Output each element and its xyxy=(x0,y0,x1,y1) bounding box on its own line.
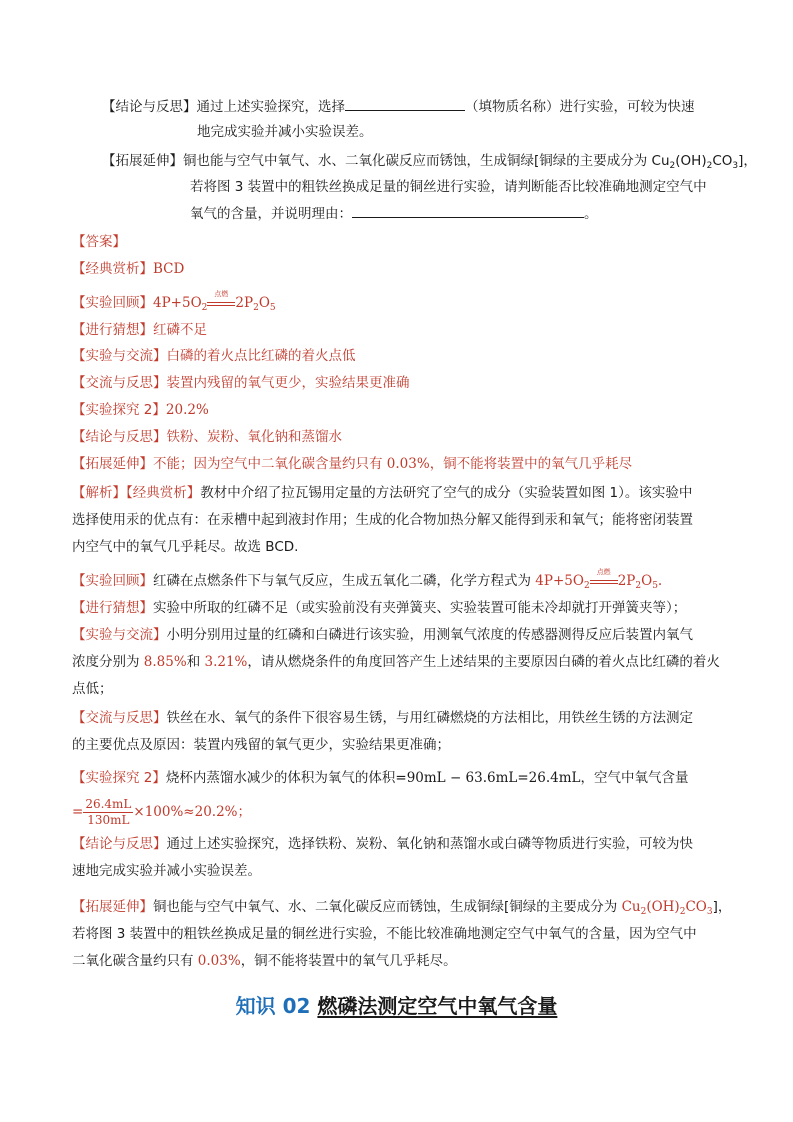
answer-8: 【拓展延伸】不能；因为空气中二氧化碳含量约只有 0.03%，铜不能将装置中的氧气几乎耗尽 xyxy=(72,456,633,472)
analysis-p4-line-1: 【实验与交流】小明分别用过量的红磷和白磷进行该实验，用测氧气浓度的传感器测得反应后装置内氧气 xyxy=(72,627,693,643)
question-conclusion-line-1: 【结论与反思】通过上述实验探究，选择 （填物质名称）进行实验，可较为快速 xyxy=(102,96,695,117)
section-tag: 【结论与反思】 xyxy=(102,99,197,115)
analysis-p5-line-2: 的主要优点及原因：装置内残留的氧气更少，实验结果更准确； xyxy=(72,737,450,753)
question-extension-line-1: 【拓展延伸】铜也能与空气中氧气、水、二氧化碳反应而锈蚀，生成铜绿[铜绿的主要成分为 $Cu_2(OH)_2CO_3$]， xyxy=(102,153,757,171)
answer-1: 【经典赏析】BCD xyxy=(72,261,185,277)
analysis-p4-line-2: 浓度分别为 8.85%和 3.21%，请从燃烧条件的角度回答产生上述结果的主要原因白磷的着火点比红磷的着火 xyxy=(72,654,720,670)
analysis-p8-line-2: 若将图 3 装置中的粗铁丝换成足量的铜丝进行实验，不能比较准确地测定空气中氧气的含量，因为空气中 xyxy=(72,926,697,942)
analysis-p8-line-3: 二氧化碳含量约只有 0.03%，铜不能将装置中的氧气几乎耗尽。 xyxy=(72,953,457,969)
analysis-p6-formula: = $\frac{26.4mL}{130mL}$ ×100%≈20.2%； xyxy=(72,796,251,827)
analysis-p2: 【实验回顾】红磷在点燃条件下与氧气反应，生成五氧化二磷，化学方程式为 $4P+5O_2$ 点燃 $2P_2O_5$. xyxy=(72,568,663,591)
fraction: $\frac{26.4mL}{130mL}$ xyxy=(85,796,132,827)
answer-4: 【实验与交流】白磷的着火点比红磷的着火点低 xyxy=(72,348,356,364)
answer-6: 【实验探究 2】20.2% xyxy=(72,402,209,418)
analysis-p6-line-1: 【实验探究 2】烧杯内蒸馏水减少的体积为氧气的体积=90mL − 63.6mL=26.4mL，空气中氧气含量 xyxy=(72,770,689,786)
answer-blank[interactable] xyxy=(352,203,584,218)
section-heading xyxy=(0,990,793,1019)
section-title: 燃磷法测定空气中氧气含量 xyxy=(317,994,558,1018)
analysis-p4-line-3: 点低； xyxy=(72,681,113,697)
section-number: 知识 02 xyxy=(235,994,311,1018)
question-extension-line-2: 若将图 3 装置中的粗铁丝换成足量的铜丝进行实验，请判断能否比较准确地测定空气中 xyxy=(190,179,707,195)
answers-title: 【答案】 xyxy=(72,234,126,250)
analysis-p7-line-2: 速地完成实验并减小实验误差。 xyxy=(72,863,261,879)
chemical-equation: $4P+5O_2$ 点燃 $2P_2O_5$. xyxy=(535,568,663,591)
answer-2: 【实验回顾】$4P+5O_2$ 点燃 $2P_2O_5$ xyxy=(72,290,276,313)
question-conclusion-line-2: 地完成实验并减小实验误差。 xyxy=(197,124,373,140)
answer-5: 【交流与反思】装置内残留的氧气更少，实验结果更准确 xyxy=(72,375,410,391)
analysis-p7-line-1: 【结论与反思】通过上述实验探究，选择铁粉、炭粉、氧化钠和蒸馏水或白磷等物质进行实验，可较为快 xyxy=(72,836,693,852)
analysis-p1-line-2: 选择使用汞的优点有：在汞槽中起到液封作用；生成的化合物加热分解又能得到汞和氧气；能将密闭装置 xyxy=(72,512,693,528)
analysis-p1-line-1: 【解析】【经典赏析】教材中介绍了拉瓦锡用定量的方法研究了空气的成分（实验装置如图 1）。该实验中 xyxy=(72,485,693,501)
analysis-p5-line-1: 【交流与反思】铁丝在水、氧气的条件下很容易生锈，与用红磷燃烧的方法相比，用铁丝生锈的方法测定 xyxy=(72,710,693,726)
question-extension-line-3: 氧气的含量，并说明理由： 。 xyxy=(190,203,598,224)
analysis-p3: 【进行猜想】实验中所取的红磷不足（或实验前没有夹弹簧夹、实验装置可能未冷却就打开弹簧夹等）； xyxy=(72,600,687,616)
analysis-p8-line-1: 【拓展延伸】铜也能与空气中氧气、水、二氧化碳反应而锈蚀，生成铜绿[铜绿的主要成分为 $Cu_2(OH)_2CO_3$]， xyxy=(72,899,732,917)
section-tag: 【拓展延伸】 xyxy=(102,153,183,169)
chemical-equation: $4P+5O_2$ 点燃 $2P_2O_5$ xyxy=(153,290,276,313)
answer-3: 【进行猜想】红磷不足 xyxy=(72,322,207,338)
answer-blank[interactable] xyxy=(345,96,465,111)
answer-7: 【结论与反思】铁粉、炭粉、氧化钠和蒸馏水 xyxy=(72,429,342,445)
analysis-p1-line-3: 内空气中的氧气几乎耗尽。故选 BCD. xyxy=(72,539,299,555)
